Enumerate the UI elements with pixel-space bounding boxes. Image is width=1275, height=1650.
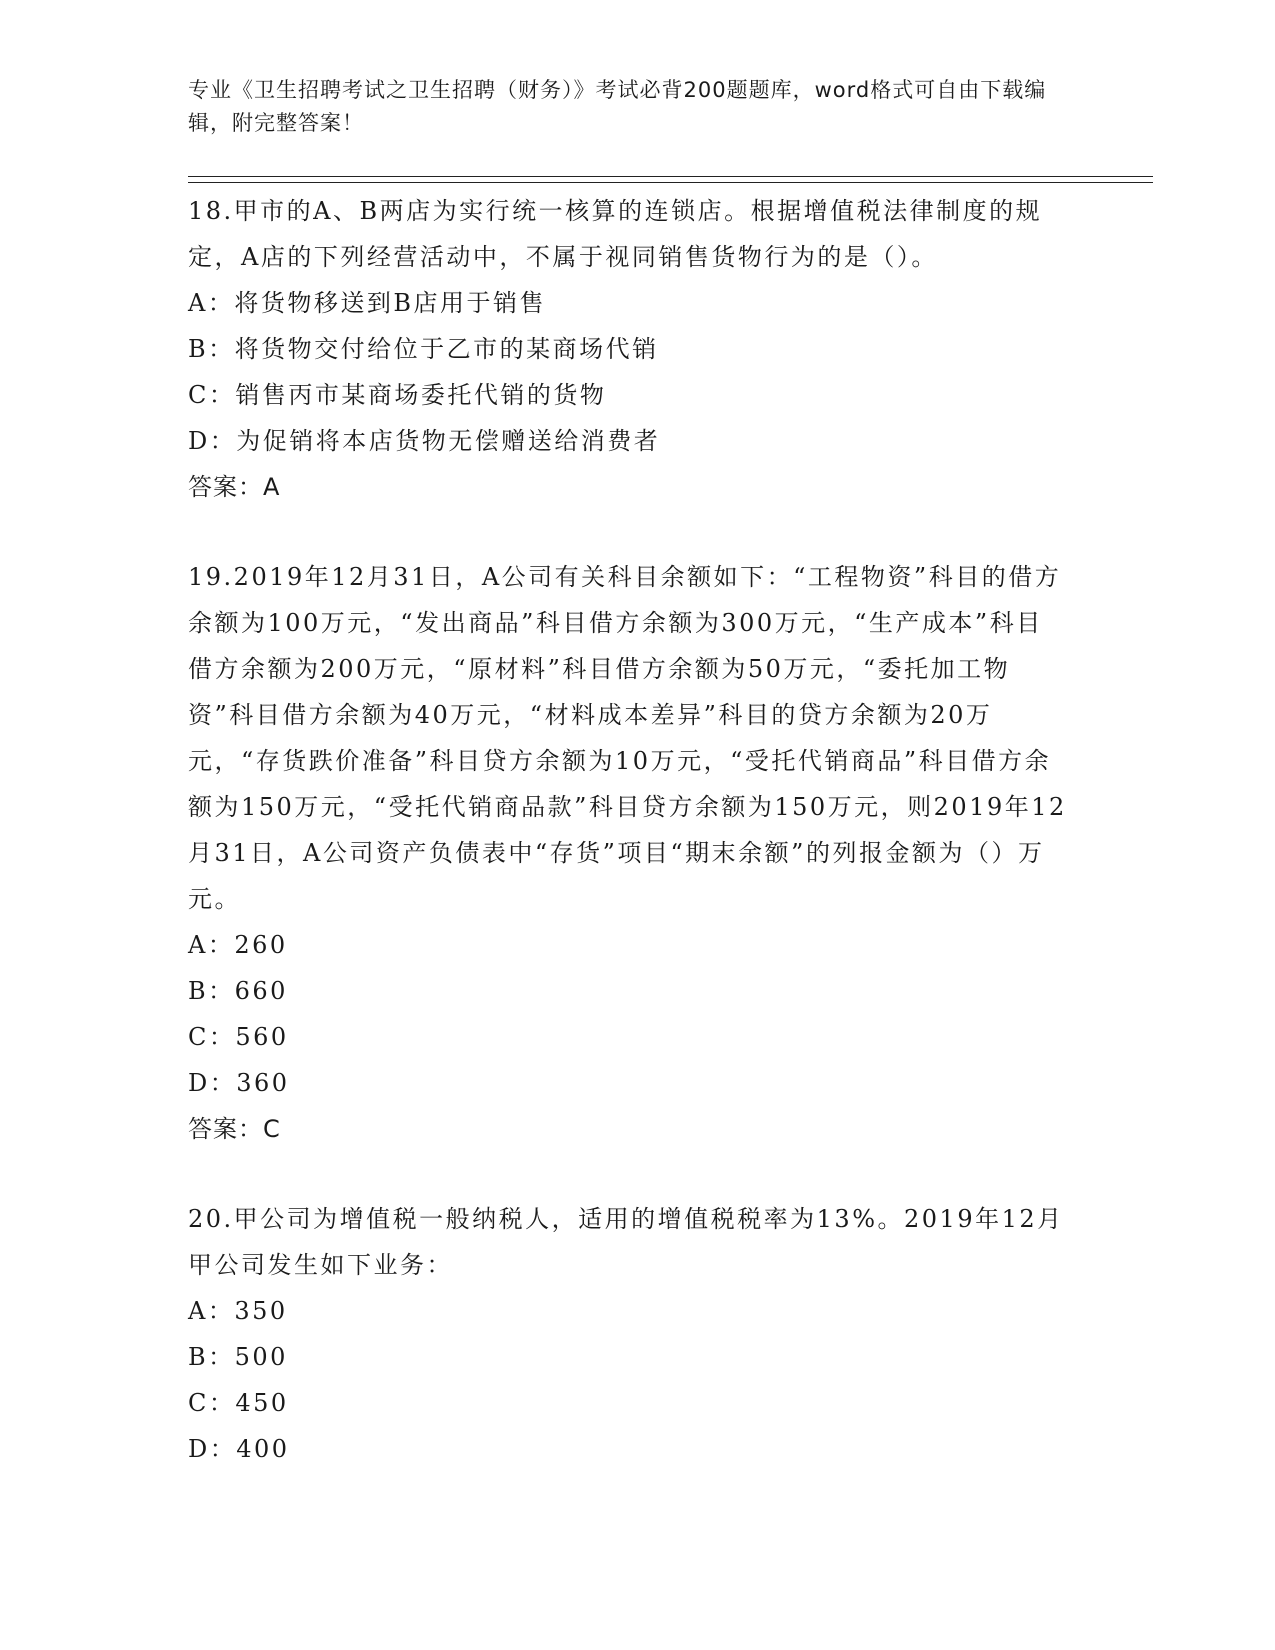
answer: 答案：A — [188, 473, 281, 501]
answer: 答案：C — [188, 1115, 281, 1143]
option-a: A：350 — [188, 1297, 288, 1325]
option-c: C：560 — [188, 1023, 289, 1051]
option-b: B：将货物交付给位于乙市的某商场代销 — [188, 335, 659, 363]
option-b: B：660 — [188, 977, 288, 1005]
question-text: 20.甲公司为增值税一般纳税人，适用的增值税税率为13%。2019年12月甲公司发生如下业务： — [188, 1205, 1064, 1279]
question-18 — [188, 188, 1068, 510]
question-text: 18.甲市的A、B两店为实行统一核算的连锁店。根据增值税法律制度的规定，A店的下列经营活动中，不属于视同销售货物行为的是（）。 — [188, 197, 1043, 271]
question-spacer — [188, 510, 1068, 554]
option-d: D：360 — [188, 1069, 290, 1097]
option-d: D：为促销将本店货物无偿赠送给消费者 — [188, 427, 661, 455]
question-list — [188, 188, 1068, 1472]
question-spacer — [188, 1152, 1068, 1196]
question-19 — [188, 554, 1068, 1152]
option-d: D：400 — [188, 1435, 290, 1463]
document-header: 专业《卫生招聘考试之卫生招聘（财务）》考试必背200题题库，word格式可自由下载编辑，附完整答案！ — [188, 78, 1047, 135]
option-c: C：450 — [188, 1389, 289, 1417]
question-20 — [188, 1196, 1068, 1472]
header-divider-bottom — [188, 182, 1153, 183]
option-a: A：260 — [188, 931, 288, 959]
question-text: 19.2019年12月31日，A公司有关科目余额如下：“工程物资”科目的借方余额为100万元，“发出商品”科目借方余额为300万元，“生产成本”科目借方余额为200万元，“原材料”科目借方余额为50万元，“委托加工物资”科目借方余额为40万元，“材料成本差异”科目的贷方余额为20万元，“存货跌价准备”科目贷方余额为10万元，“受托代销商品”科目借方余额为150万元，“受托代销商品款”科目贷方余额为150万元，则2019年12月31日，A公司资产负债表中“存货”项目“期末余额”的列报金额为（）万元。 — [188, 563, 1067, 913]
option-c: C：销售丙市某商场委托代销的货物 — [188, 381, 607, 409]
option-a: A：将货物移送到B店用于销售 — [188, 289, 546, 317]
header-divider-top — [188, 176, 1153, 177]
option-b: B：500 — [188, 1343, 288, 1371]
